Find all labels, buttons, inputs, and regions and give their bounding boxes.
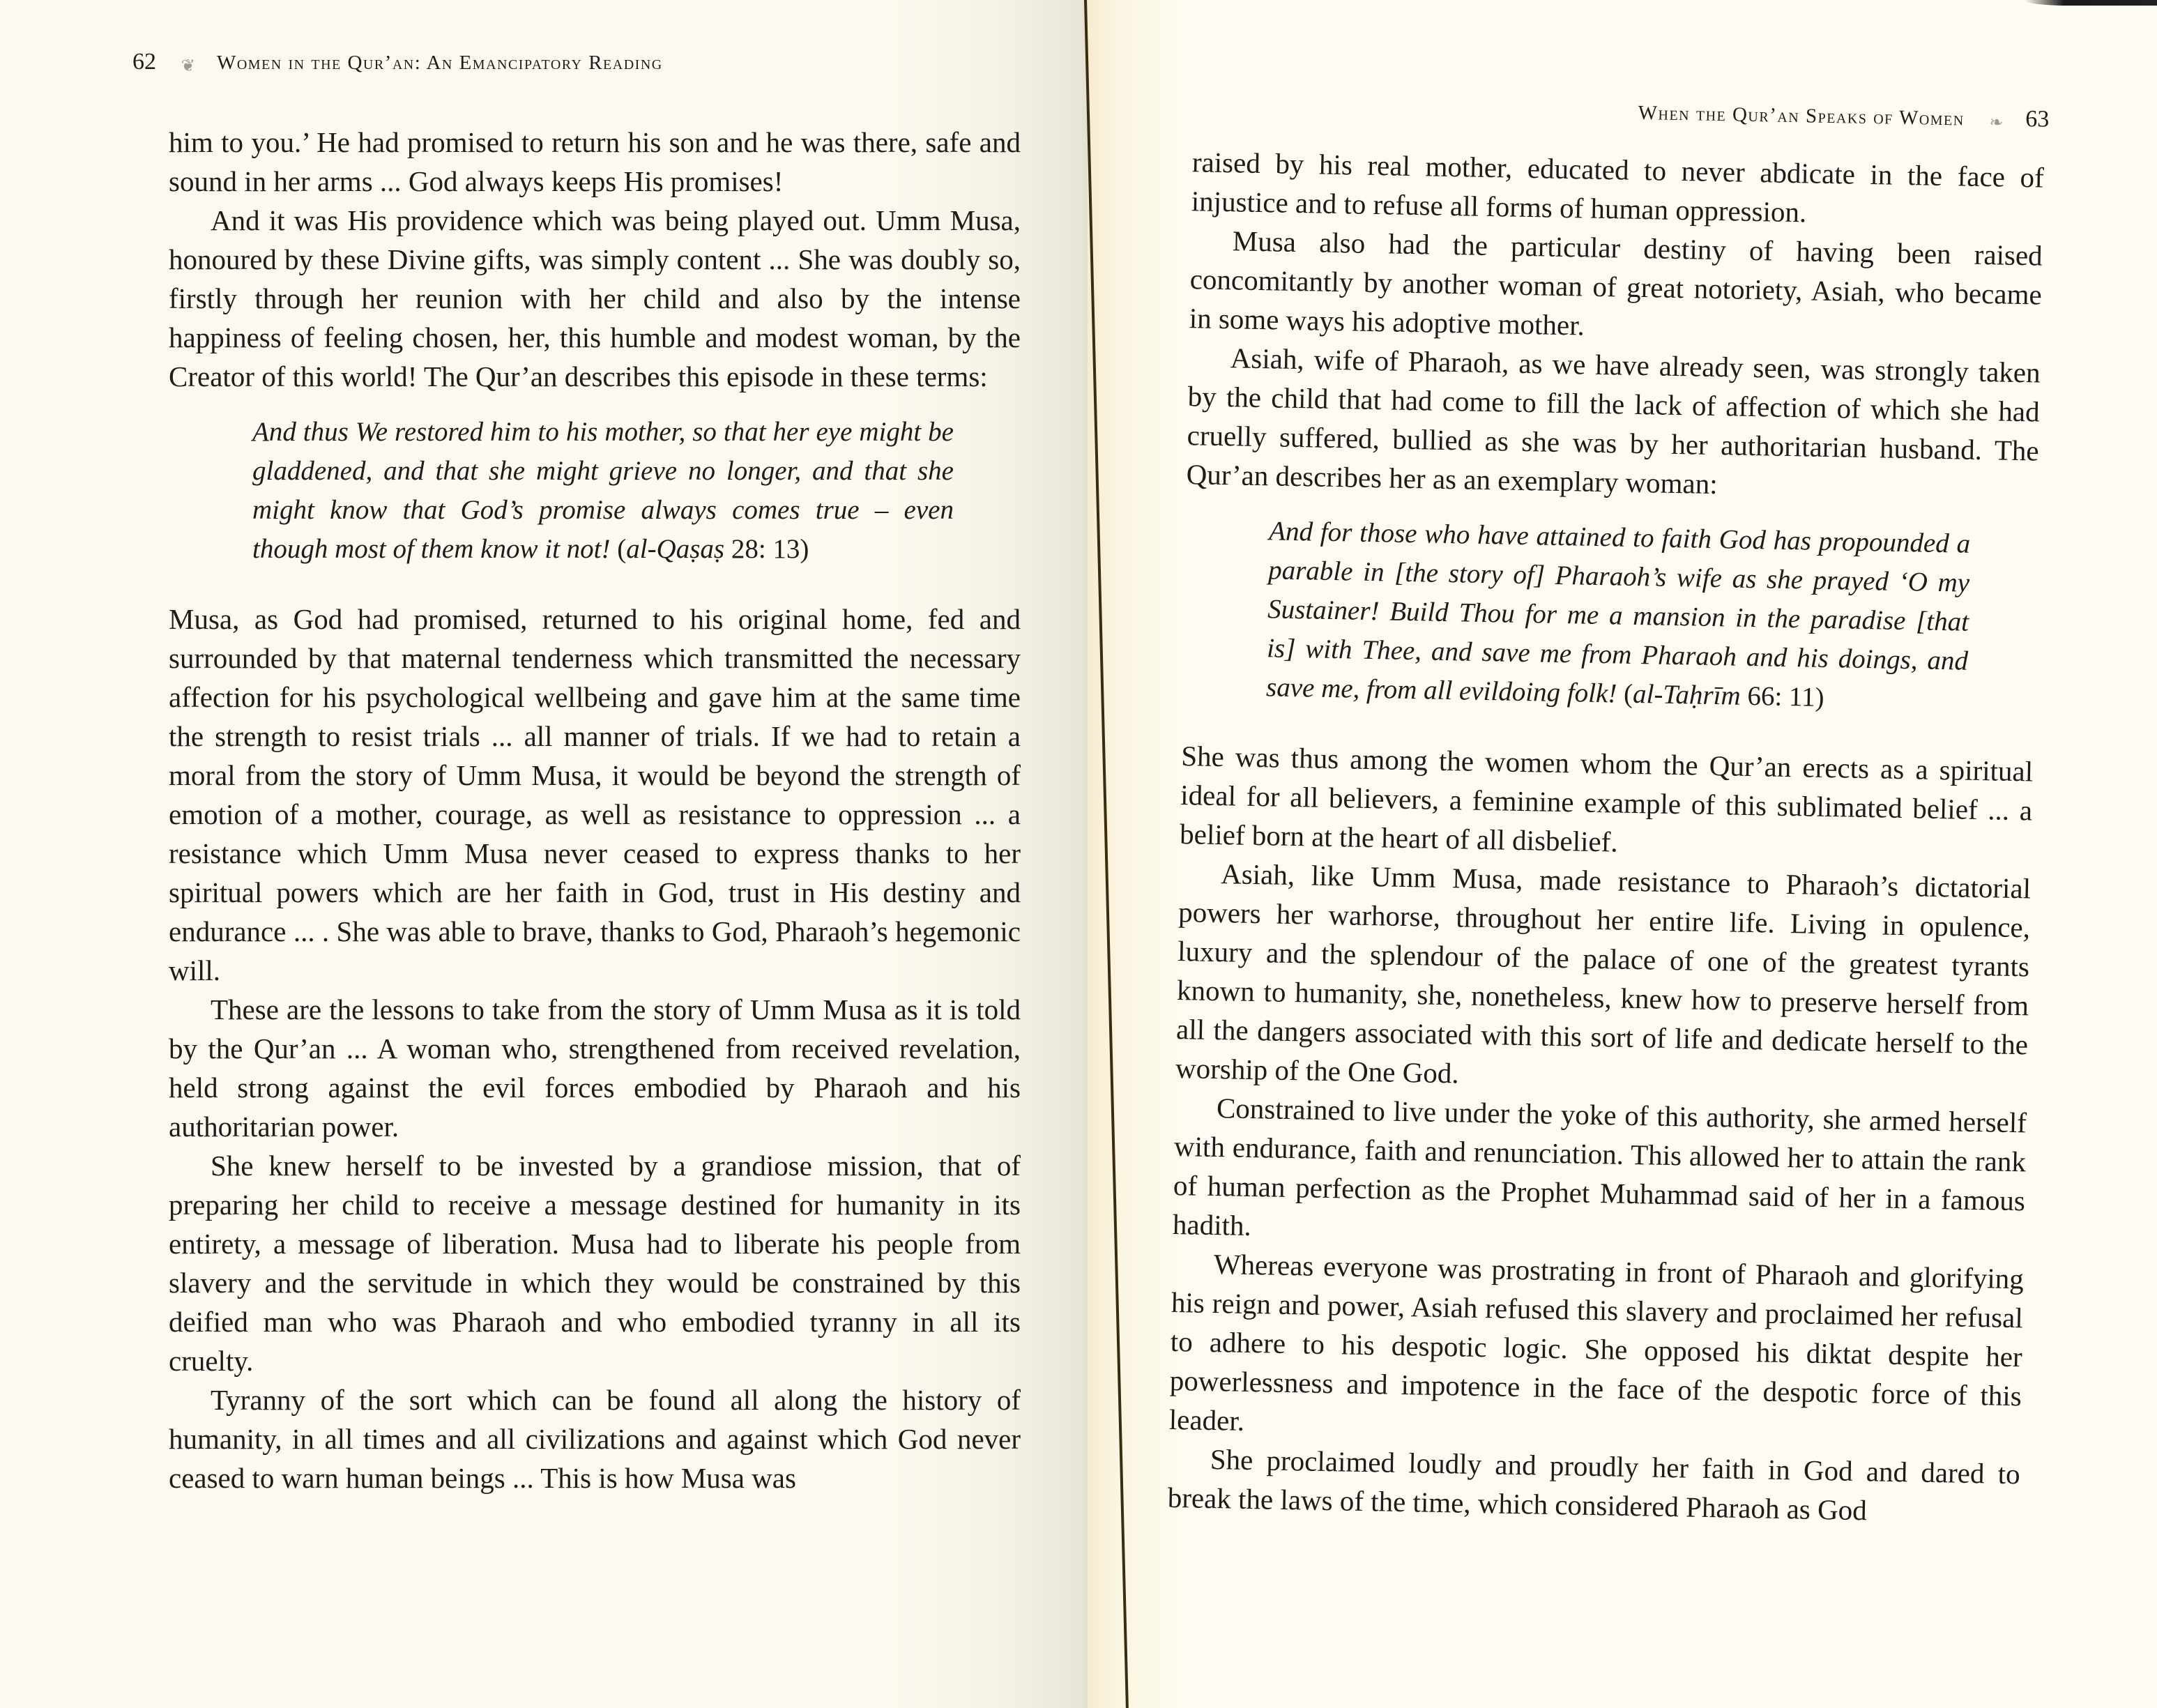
running-head-right xyxy=(1638,99,2049,133)
paragraph: Constrained to live under the yoke of this authority, she armed herself with endurance, faith and renunciation. This allowed her to attain the rank of human perfection as the Prophet Muhammad said of her in a famous hadith. xyxy=(1172,1092,2027,1242)
paragraph: Musa also had the particular destiny of having been raised concomitantly by another woman of great notoriety, Asiah, who became in some ways his adoptive mother. xyxy=(1189,224,2043,342)
quote-reference: (al-Qaṣaṣ 28: 13) xyxy=(617,534,809,564)
paragraph: raised by his real mother, educated to never abdicate in the face of injustice and to refuse all forms of human oppression. xyxy=(1191,146,2045,229)
quote-text: And thus We restored him to his mother, so that her eye might be gladdened, and that she might grieve no longer, and that she might know that God’s promise always comes true – even though most of them know it not! xyxy=(252,417,954,564)
surah-name: al-Taḥrīm xyxy=(1632,678,1741,711)
block-quote xyxy=(1266,512,1971,719)
floral-ornament-icon: ❦ xyxy=(181,57,192,75)
paragraph: She proclaimed loudly and proudly her faith in God and dared to break the laws of the time, which considered Pharaoh as God xyxy=(1167,1442,2021,1527)
floral-ornament-icon: ❧ xyxy=(1989,114,2001,132)
page-number: 62 xyxy=(132,49,156,75)
quote-text: And for those who have attained to faith God has propounded a parable in [the story of] Pharaoh’s wife as she prayed ‘O my Sustainer! Build Thou for me a mansion in the paradise [that is] with Thee, and save me from Pharaoh and his doings, and save me, from all evildoing folk! xyxy=(1265,516,1971,709)
paragraph: him to you.’ He had promised to return his son and he was there, safe and sound in her arms ... God always keeps His promises! xyxy=(169,126,1021,197)
surah-name: al-Qaṣaṣ xyxy=(626,534,725,564)
right-page-content xyxy=(1156,84,2091,1703)
scan-corner-shadow xyxy=(2025,0,2157,6)
running-head-title: Women in the Qur’an: An Emancipatory Reading xyxy=(216,52,663,74)
body-text-right xyxy=(1167,142,2044,1532)
paragraph: She was thus among the women whom the Qur’an erects as a spiritual ideal for all believers, a feminine example of this sublimated belief ... a belief born at the heart of all disbelief. xyxy=(1179,740,2034,858)
verse-number: 28: 13 xyxy=(731,534,800,564)
block-quote xyxy=(252,413,954,569)
paragraph: Asiah, like Umm Musa, made resistance to Pharaoh’s dictatorial powers her warhorse, throughout her entire life. Living in opulence, luxury and the splendour of the palace of one of the greatest tyrants known to humanity, she, nonetheless, knew how to preserve herself from all the dangers associated with this sort of life and dedicate herself to the worship of the One God. xyxy=(1175,857,2032,1090)
paragraph: Whereas everyone was prostrating in front of Pharaoh and glorifying his reign and power, Asiah refused this slavery and proclaimed her refusal to adhere to his despotic logic. She opposed his diktat despite her powerlessness and impotence in the face of the despotic force of this leader. xyxy=(1168,1248,2025,1437)
paragraph: And it was His providence which was being played out. Umm Musa, honoured by these Divine gifts, was simply content ... She was doubly so, firstly through her reunion with her child and also by the intense happiness of feeling chosen, her, this humble and modest woman, by the Creator of this world! The Qur’an describes this episode in these terms: xyxy=(169,204,1021,392)
page-number: 63 xyxy=(2025,106,2050,132)
paragraph: Tyranny of the sort which can be found all along the history of humanity, in all times and all civilizations and against which God never ceased to warn human beings ... This is how Musa was xyxy=(169,1384,1021,1494)
body-text-left xyxy=(169,123,1021,1497)
paragraph: Asiah, wife of Pharaoh, as we have already seen, was strongly taken by the child that had come to fill the lack of affection of which she had cruelly suffered, bullied as she was by her authoritarian husband. The Qur’an describes her as an exemplary woman: xyxy=(1186,342,2041,501)
paragraph: Musa, as God had promised, returned to his original home, fed and surrounded by that maternal tenderness which transmitted the necessary affection for his psychological wellbeing and gave him at the same time the strength to resist trials ... all manner of trials. If we had to retain a moral from the story of Umm Musa, it would be beyond the strength of emotion of a mother, courage, as well as resistance to oppression ... a resistance which Umm Musa never ceased to express thanks to her spiritual powers which are her faith in God, trust in His destiny and endurance ... . She was able to brave, thanks to God, Pharaoh’s hegemonic will. xyxy=(169,603,1021,986)
verse-number: 66: 11 xyxy=(1747,680,1815,712)
paragraph: These are the lessons to take from the story of Umm Musa as it is told by the Qur’an ... A woman who, strengthened from received revelation, held strong against the evil forces embodied by Pharaoh and his authoritarian power. xyxy=(169,993,1021,1143)
paragraph: She knew herself to be invested by a grandiose mission, that of preparing her child to receive a message destined for humanity in its entirety, a message of liberation. Musa had to liberate his people from slavery and the servitude in which they would be constrained by this deified man who was Pharaoh and who embodied tyranny in all its cruelty. xyxy=(169,1150,1021,1377)
running-head-left xyxy=(132,49,663,75)
quote-reference: (al-Taḥrīm 66: 11) xyxy=(1623,678,1824,712)
running-head-title: When the Qur’an Speaks of Women xyxy=(1638,101,1965,130)
